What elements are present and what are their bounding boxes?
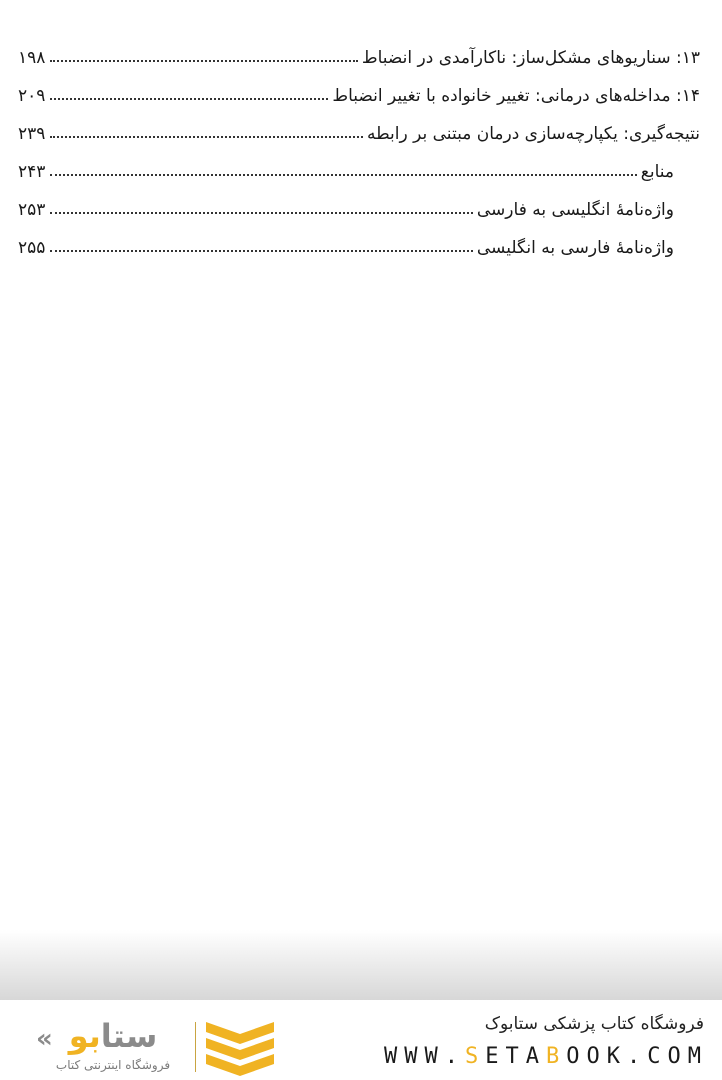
url-mid: ETA: [485, 1044, 547, 1069]
toc-entry[interactable]: [18, 182, 674, 220]
url-letter-s: S: [465, 1044, 486, 1069]
double-chevron-left-icon: «: [36, 1024, 53, 1054]
toc-entry[interactable]: [18, 220, 674, 258]
url-suffix: OOK.COM: [566, 1044, 708, 1069]
url-letter-b: B: [546, 1044, 567, 1069]
toc-entry-page: ۲۰۹: [18, 86, 46, 106]
toc-entry-title: واژه‌نامۀ فارسی به انگلیسی: [476, 238, 674, 258]
toc-entry[interactable]: [18, 68, 700, 106]
logo-tagline: فروشگاه اینترنتی کتاب: [55, 1058, 171, 1072]
logo-text-accent: بو: [68, 1017, 101, 1055]
logo-divider: [195, 1022, 196, 1072]
footer-shadow: [0, 930, 722, 1002]
toc-entry-title: واژه‌نامۀ انگلیسی به فارسی: [476, 200, 674, 220]
toc-leader-dots: [50, 97, 328, 100]
toc-entry[interactable]: [18, 30, 700, 68]
publisher-footer: [0, 1000, 722, 1080]
toc-entry-page: ۱۹۸: [18, 48, 46, 68]
toc-leader-dots: [50, 135, 363, 138]
toc-leader-dots: [50, 59, 358, 62]
toc-entry-page: ۲۴۳: [18, 162, 46, 182]
url-prefix: WWW.: [384, 1044, 466, 1069]
logo-wordmark: [38, 1016, 188, 1056]
toc-leader-dots: [50, 249, 473, 252]
toc-entry-title: نتیجه‌گیری: یکپارچه‌سازی درمان مبتنی بر رابطه: [367, 124, 700, 144]
toc-entry-title: ۱۳: سناریوهای مشکل‌ساز: ناکارآمدی در انضباط: [361, 48, 700, 68]
toc-entry[interactable]: [18, 144, 674, 182]
logo-text-main: ستا: [100, 1017, 158, 1055]
toc-entry-page: ۲۵۵: [18, 238, 46, 258]
store-url[interactable]: [384, 1044, 708, 1069]
toc-entry[interactable]: [18, 106, 700, 144]
toc-entry-title: ۱۴: مداخله‌های درمانی: تغییر خانواده با تغییر انضباط: [332, 86, 700, 106]
toc-leader-dots: [50, 211, 473, 214]
toc-entry-page: ۲۳۹: [18, 124, 46, 144]
store-name: فروشگاه کتاب پزشکی ستابوک: [484, 1014, 704, 1034]
toc-entry-page: ۲۵۳: [18, 200, 46, 220]
chevron-stack-logo-icon: [204, 1018, 276, 1076]
toc-leader-dots: [50, 173, 637, 176]
toc-entry-title: منابع: [640, 162, 674, 182]
